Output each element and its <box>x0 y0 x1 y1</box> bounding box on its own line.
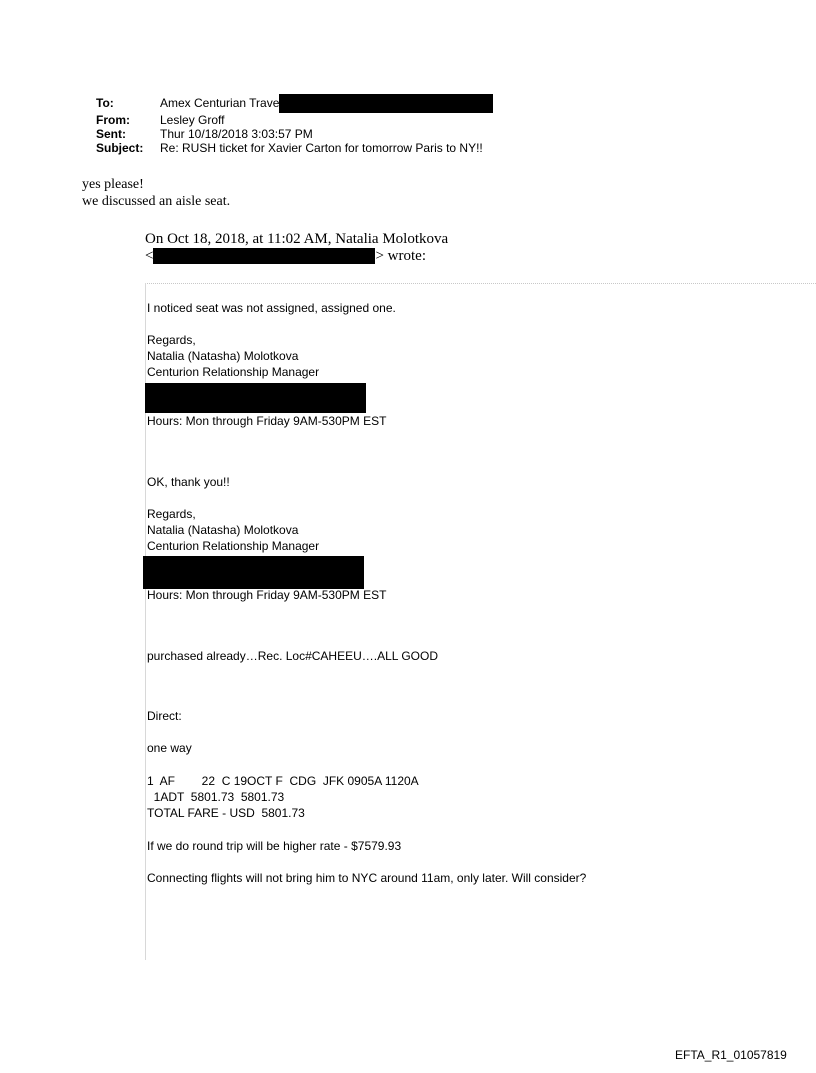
signature-hours: Hours: Mon through Friday 9AM-530PM EST <box>147 588 387 602</box>
to-row <box>96 96 493 113</box>
signature-hours: Hours: Mon through Friday 9AM-530PM EST <box>147 414 387 428</box>
to-value: Amex Centurian Trave <box>160 96 280 110</box>
message-connecting: Connecting flights will not bring him to NYC around 11am, only later. Will consider? <box>147 871 587 885</box>
signature-title: Centurion Relationship Manager <box>147 539 320 553</box>
itinerary-fare-line: 1ADT 5801.73 5801.73 <box>147 790 285 804</box>
from-row <box>96 113 493 127</box>
quote-intro-line-2 <box>145 248 448 265</box>
redaction-block <box>143 556 364 589</box>
message-purchased: purchased already…Rec. Loc#CAHEEU….ALL GOOD <box>147 649 439 663</box>
redaction-bar <box>279 94 493 113</box>
from-label: From: <box>96 113 130 127</box>
signature-name: Natalia (Natasha) Molotkova <box>147 523 299 537</box>
from-value: Lesley Groff <box>160 113 225 127</box>
subject-value: Re: RUSH ticket for Xavier Carton for tomorrow Paris to NY!! <box>160 141 483 155</box>
quote-intro <box>145 231 448 265</box>
signature-regards: Regards, <box>147 507 196 521</box>
to-label: To: <box>96 96 114 110</box>
message-direct: Direct: <box>147 709 182 723</box>
subject-row <box>96 141 493 155</box>
quote-intro-suffix: > wrote: <box>375 248 426 264</box>
subject-label: Subject: <box>96 141 144 155</box>
signature-title: Centurion Relationship Manager <box>147 365 320 379</box>
quote-intro-prefix: < <box>145 248 154 264</box>
reply-line-2: we discussed an aisle seat. <box>82 194 231 209</box>
message-one-way: one way <box>147 741 192 755</box>
quote-intro-line-1: On Oct 18, 2018, at 11:02 AM, Natalia Molotkova <box>145 231 449 247</box>
sent-value: Thur 10/18/2018 3:03:57 PM <box>160 127 313 141</box>
signature-regards: Regards, <box>147 333 196 347</box>
itinerary-line: 1 AF 22 C 19OCT F CDG JFK 0905A 1120A <box>147 774 419 788</box>
redaction-block <box>145 383 366 413</box>
sent-row <box>96 127 493 141</box>
sent-label: Sent: <box>96 127 126 141</box>
itinerary-total-line: TOTAL FARE - USD 5801.73 <box>147 806 305 820</box>
signature-name: Natalia (Natasha) Molotkova <box>147 349 299 363</box>
email-header <box>96 96 493 155</box>
redaction-bar <box>153 248 375 264</box>
message-seat-assigned: I noticed seat was not assigned, assigned one. <box>147 301 396 315</box>
reply-body <box>82 176 230 210</box>
reply-line-1: yes please! <box>82 177 144 192</box>
quote-divider <box>145 283 816 284</box>
message-round-trip: If we do round trip will be higher rate - $7579.93 <box>147 839 402 853</box>
document-id: EFTA_R1_01057819 <box>675 1048 787 1062</box>
message-thank-you: OK, thank you!! <box>147 475 230 489</box>
